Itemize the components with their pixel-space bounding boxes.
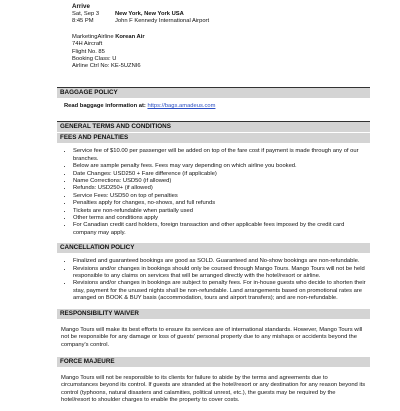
airline-booking-class: Booking Class: U [72,55,117,62]
force-majeure-body [57,367,370,411]
arrival-block [57,3,370,71]
airline-block [72,34,370,71]
fees-item: • Service fee of $10.00 per passenger will be added on top of the fare cost if payment is made through any of our branches. [73,148,366,163]
arrive-date: Sat, Sep 3 [72,10,100,17]
fees-item: • Service Fees: USD50 on top of penalties [73,193,366,200]
cancellation-item: • Revisions and/or changes in bookings should only be coursed through Mango Tours. Mango Tours will not be held responsible to any claims on services that will be arranged directly with the hotel/resort or airline. [73,266,366,281]
fees-item: • For Canadian credit card holders, foreign transaction and other applicable fees imposed by the credit card company may apply. [73,222,366,237]
fees-item: • Date Changes: USD250 + Fare difference (if applicable) [73,171,366,178]
general-terms-header: GENERAL TERMS AND CONDITIONS [57,121,370,132]
itinerary-document [57,0,370,411]
airline-heading [72,34,370,41]
airline-control-number: Airline Ctrl No: KE-5UZNI6 [72,63,141,70]
baggage-link[interactable]: https://bags.amadeus.com [147,102,216,109]
airline-logo-placeholder: MarketingAirline [72,33,114,40]
arrive-label: Arrive [72,3,90,10]
cancellation-item: • Finalized and guaranteed bookings are good as SOLD. Guaranteed and No-show bookings are non-refundable. [73,258,366,265]
cancellation-policy-body [57,253,370,308]
baggage-policy-header: BAGGAGE POLICY [57,87,370,98]
airline-aircraft: 74H Aircraft [72,41,103,48]
responsibility-waiver-text: Mango Tours will make its best efforts to ensure its services are of international standards. However, Mango Tours will not be responsible for any damage or loss of guests' personal property due to any mishaps or accidents beyond the company's control. [61,326,363,348]
fees-item: • Penalties apply for changes, no-shows, and full refunds [73,200,366,207]
cancellation-item: • Revisions and/or changes in bookings are subject to penalty fees. For in-house guests who decide to shorten their stay, payment for the unused nights shall be non-refundable. Land arrangements based on promotional rates are arranged on BOOK & BUY basis (accommodation, tours and airport transfers); and are non-refundable. [73,280,366,302]
fees-list [61,148,366,237]
arrive-row-2 [72,18,370,25]
baggage-policy-body [57,98,370,121]
responsibility-waiver-header: RESPONSIBILITY WAIVER [57,309,370,319]
cancellation-list [61,258,366,302]
arrive-row-1 [72,11,370,18]
arrive-airport: John F Kennedy International Airport [115,18,210,25]
fees-item: • Name Corrections: USD50 (if allowed) [73,178,366,185]
airline-name: Korean Air [115,33,145,40]
cancellation-policy-header: CANCELLATION POLICY [57,243,370,253]
baggage-label: Read baggage information at: [64,102,146,109]
arrive-city: New York, New York USA [115,10,184,17]
fees-item: • Tickets are non-refundable when partially used [73,208,366,215]
fees-penalties-header: FEES AND PENALTIES [57,133,370,143]
fees-item: • Other terms and conditions apply [73,215,366,222]
force-majeure-text: Mango Tours will not be responsible to its clients for failure to abide by the terms and agreements due to circumstances beyond its control. If guests are stranded at the hotel/resort or any destination for any reason beyond its control (typhoons, natural disasters and calamities, political unrest, etc.), the guests may be required by the hotel/resort to shoulder charges to enable the property to cover costs. [61,375,366,404]
airline-flight-number: Flight No. 85 [72,48,105,55]
arrive-time: 8:45 PM [72,18,94,25]
fees-penalties-body [57,143,370,243]
force-majeure-header: FORCE MAJEURE [57,357,370,367]
fees-item: • Refunds: USD250+ (if allowed) [73,185,366,192]
responsibility-waiver-body [57,319,370,357]
fees-item: • Below are sample penalty fees. Fees may vary depending on which airline you booked. [73,163,366,170]
